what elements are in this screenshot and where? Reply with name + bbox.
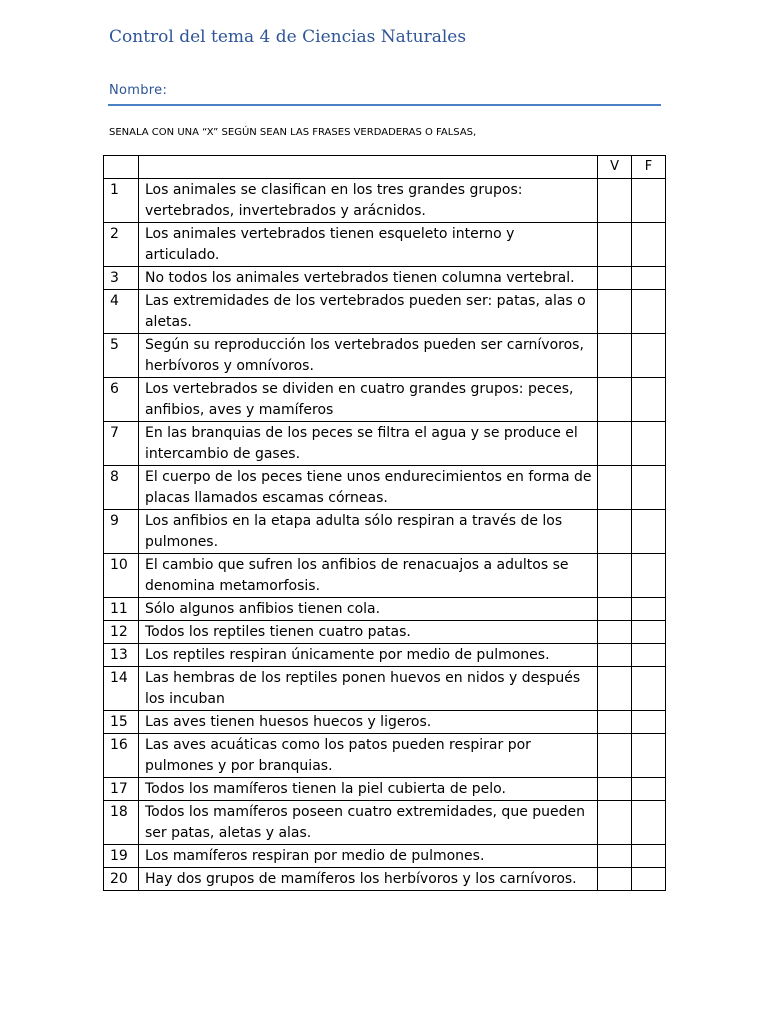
row-number: 5 (104, 334, 139, 378)
true-answer-box[interactable] (598, 644, 632, 667)
row-statement: Hay dos grupos de mamíferos los herbívoros y los carnívoros. (138, 868, 597, 891)
row-statement: No todos los animales vertebrados tienen columna vertebral. (138, 267, 597, 290)
false-answer-box[interactable] (632, 868, 666, 891)
table-row (104, 466, 666, 510)
table-row (104, 554, 666, 598)
row-number: 20 (104, 868, 139, 891)
true-answer-box[interactable] (598, 334, 632, 378)
true-answer-box[interactable] (598, 378, 632, 422)
true-answer-box[interactable] (598, 711, 632, 734)
true-answer-box[interactable] (598, 868, 632, 891)
row-number: 17 (104, 778, 139, 801)
row-number: 16 (104, 734, 139, 778)
false-answer-box[interactable] (632, 801, 666, 845)
true-answer-box[interactable] (598, 290, 632, 334)
row-number: 2 (104, 223, 139, 267)
table-row (104, 734, 666, 778)
table-row (104, 422, 666, 466)
row-statement: Según su reproducción los vertebrados pueden ser carnívoros, herbívoros y omnívoros. (138, 334, 597, 378)
true-answer-box[interactable] (598, 223, 632, 267)
table-row (104, 644, 666, 667)
row-statement: Las hembras de los reptiles ponen huevos en nidos y después los incuban (138, 667, 597, 711)
true-answer-box[interactable] (598, 466, 632, 510)
table-row (104, 223, 666, 267)
row-number: 1 (104, 179, 139, 223)
true-answer-box[interactable] (598, 621, 632, 644)
true-answer-box[interactable] (598, 179, 632, 223)
table-row (104, 334, 666, 378)
true-answer-box[interactable] (598, 667, 632, 711)
header-statement-cell (138, 156, 597, 179)
row-number: 3 (104, 267, 139, 290)
table-row (104, 378, 666, 422)
false-answer-box[interactable] (632, 778, 666, 801)
true-answer-box[interactable] (598, 801, 632, 845)
row-statement: Todos los mamíferos tienen la piel cubierta de pelo. (138, 778, 597, 801)
row-statement: Las extremidades de los vertebrados pueden ser: patas, alas o aletas. (138, 290, 597, 334)
row-statement: En las branquias de los peces se filtra el agua y se produce el intercambio de gases. (138, 422, 597, 466)
row-number: 15 (104, 711, 139, 734)
false-answer-box[interactable] (632, 466, 666, 510)
row-statement: El cambio que sufren los anfibios de renacuajos a adultos se denomina metamorfosis. (138, 554, 597, 598)
true-answer-box[interactable] (598, 554, 632, 598)
name-field-line (108, 104, 661, 106)
table-row (104, 598, 666, 621)
false-answer-box[interactable] (632, 422, 666, 466)
false-answer-box[interactable] (632, 267, 666, 290)
row-statement: Todos los mamíferos poseen cuatro extremidades, que pueden ser patas, aletas y alas. (138, 801, 597, 845)
row-statement: Los mamíferos respiran por medio de pulmones. (138, 845, 597, 868)
false-answer-box[interactable] (632, 378, 666, 422)
row-statement: Los animales se clasifican en los tres grandes grupos: vertebrados, invertebrados y arácnidos. (138, 179, 597, 223)
document-title: Control del tema 4 de Ciencias Naturales (109, 27, 467, 47)
false-answer-box[interactable] (632, 334, 666, 378)
row-statement: Los animales vertebrados tienen esqueleto interno y articulado. (138, 223, 597, 267)
row-statement: Los reptiles respiran únicamente por medio de pulmones. (138, 644, 597, 667)
row-number: 14 (104, 667, 139, 711)
table-row (104, 290, 666, 334)
row-number: 8 (104, 466, 139, 510)
false-answer-box[interactable] (632, 554, 666, 598)
row-statement: Todos los reptiles tienen cuatro patas. (138, 621, 597, 644)
row-statement: El cuerpo de los peces tiene unos endurecimientos en forma de placas llamados escamas córneas. (138, 466, 597, 510)
table-row (104, 510, 666, 554)
table-row (104, 267, 666, 290)
row-number: 4 (104, 290, 139, 334)
table-header-row (104, 156, 666, 179)
false-answer-box[interactable] (632, 290, 666, 334)
row-number: 12 (104, 621, 139, 644)
row-statement: Las aves tienen huesos huecos y ligeros. (138, 711, 597, 734)
row-number: 19 (104, 845, 139, 868)
false-answer-box[interactable] (632, 621, 666, 644)
row-statement: Los anfibios en la etapa adulta sólo respiran a través de los pulmones. (138, 510, 597, 554)
row-number: 6 (104, 378, 139, 422)
table-row (104, 667, 666, 711)
false-answer-box[interactable] (632, 223, 666, 267)
table-row (104, 868, 666, 891)
true-false-table (103, 155, 666, 891)
false-answer-box[interactable] (632, 845, 666, 868)
false-answer-box[interactable] (632, 510, 666, 554)
name-label: Nombre: (109, 83, 168, 98)
true-answer-box[interactable] (598, 845, 632, 868)
header-false-cell: F (632, 156, 666, 179)
false-answer-box[interactable] (632, 711, 666, 734)
row-number: 13 (104, 644, 139, 667)
table-row (104, 179, 666, 223)
header-true-cell: V (598, 156, 632, 179)
table-row (104, 621, 666, 644)
table-row (104, 801, 666, 845)
true-answer-box[interactable] (598, 734, 632, 778)
table-row (104, 711, 666, 734)
false-answer-box[interactable] (632, 667, 666, 711)
row-number: 7 (104, 422, 139, 466)
table-row (104, 778, 666, 801)
row-number: 11 (104, 598, 139, 621)
false-answer-box[interactable] (632, 644, 666, 667)
true-answer-box[interactable] (598, 267, 632, 290)
row-statement: Sólo algunos anfibios tienen cola. (138, 598, 597, 621)
true-answer-box[interactable] (598, 778, 632, 801)
false-answer-box[interactable] (632, 734, 666, 778)
row-statement: Los vertebrados se dividen en cuatro grandes grupos: peces, anfibios, aves y mamíferos (138, 378, 597, 422)
true-answer-box[interactable] (598, 510, 632, 554)
false-answer-box[interactable] (632, 598, 666, 621)
row-number: 9 (104, 510, 139, 554)
row-number: 18 (104, 801, 139, 845)
row-number: 10 (104, 554, 139, 598)
true-answer-box[interactable] (598, 598, 632, 621)
false-answer-box[interactable] (632, 179, 666, 223)
instruction-text: SENALA CON UNA “X” SEGÚN SEAN LAS FRASES VERDADERAS O FALSAS, (109, 127, 477, 138)
table-row (104, 845, 666, 868)
true-answer-box[interactable] (598, 422, 632, 466)
row-statement: Las aves acuáticas como los patos pueden respirar por pulmones y por branquias. (138, 734, 597, 778)
header-number-cell (104, 156, 139, 179)
